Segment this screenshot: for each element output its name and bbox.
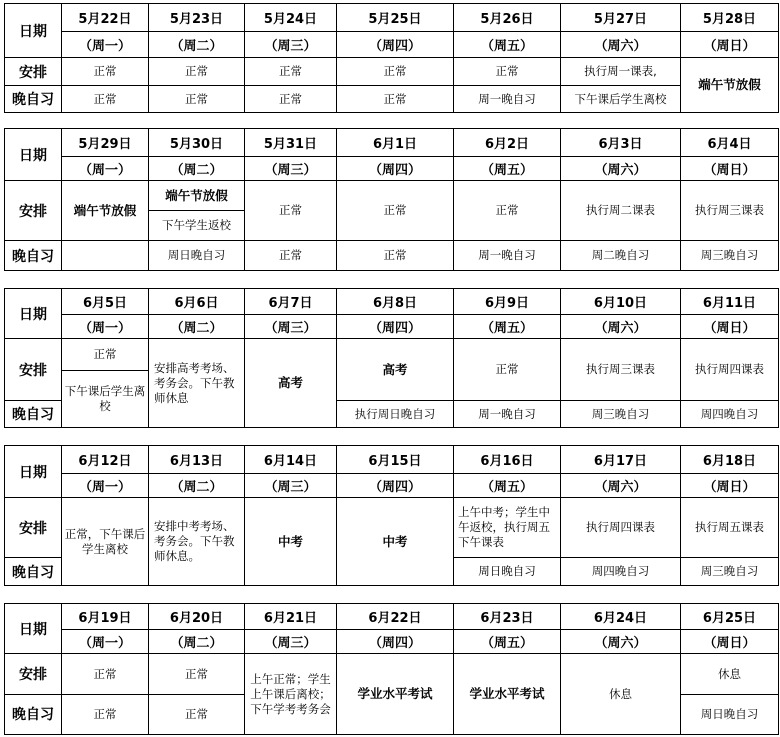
evening-cell: 正常 xyxy=(245,86,337,113)
arrange-cell: 正常 xyxy=(337,181,454,241)
date-cell: 6月6日 xyxy=(149,289,245,315)
date-cell: 6月22日 xyxy=(337,604,454,630)
arrange-label: 安排 xyxy=(5,181,62,241)
arrange-cell: 正常 xyxy=(454,58,561,86)
date-cell: 6月18日 xyxy=(681,446,779,474)
weekday-cell: （周六） xyxy=(561,630,681,654)
evening-cell xyxy=(62,241,149,271)
date-cell: 5月25日 xyxy=(337,4,454,32)
arrange-cell: 上午中考；学生中午返校，执行周五下午课表 xyxy=(454,498,561,558)
date-cell: 6月5日 xyxy=(62,289,149,315)
evening-cell: 正常 xyxy=(149,86,245,113)
weekday-cell: （周四） xyxy=(337,630,454,654)
date-cell: 5月23日 xyxy=(149,4,245,32)
date-cell: 6月25日 xyxy=(681,604,779,630)
date-cell: 5月24日 xyxy=(245,4,337,32)
exam-cell: 高考 xyxy=(337,339,454,401)
evening-cell: 周一晚自习 xyxy=(454,241,561,271)
arrange-cell: 执行周四课表 xyxy=(681,339,779,401)
arrange-label: 安排 xyxy=(5,339,62,401)
date-cell: 6月20日 xyxy=(149,604,245,630)
arrange-cell: 正常 xyxy=(337,58,454,86)
exam-cell: 高考 xyxy=(245,339,337,428)
evening-label: 晚自习 xyxy=(5,401,62,428)
weekday-cell: （周三） xyxy=(245,32,337,58)
week-table-2 xyxy=(4,128,779,271)
arrange-cell: 正常 xyxy=(245,58,337,86)
evening-cell: 正常 xyxy=(337,86,454,113)
weekday-cell: （周二） xyxy=(149,474,245,498)
date-cell: 6月4日 xyxy=(681,129,779,157)
week-table-1 xyxy=(4,3,779,113)
weekday-cell: （周四） xyxy=(337,157,454,181)
weekday-cell: （周三） xyxy=(245,474,337,498)
date-cell: 6月21日 xyxy=(245,604,337,630)
arrange-cell: 上午正常；学生上午课后离校；下午学考考务会 xyxy=(245,654,337,735)
arrange-cell: 正常 xyxy=(454,181,561,241)
evening-label: 晚自习 xyxy=(5,694,62,734)
weekday-cell: （周四） xyxy=(337,474,454,498)
evening-cell: 正常 xyxy=(62,694,149,734)
weekday-cell: （周一） xyxy=(62,157,149,181)
date-cell: 6月10日 xyxy=(561,289,681,315)
arrange-cell: 下午课后学生离校 xyxy=(62,371,149,428)
weekday-cell: （周三） xyxy=(245,157,337,181)
date-cell: 5月26日 xyxy=(454,4,561,32)
date-cell: 6月15日 xyxy=(337,446,454,474)
evening-label: 晚自习 xyxy=(5,241,62,271)
arrange-cell: 正常，下午课后学生离校 xyxy=(62,498,149,586)
evening-cell: 周日晚自习 xyxy=(149,241,245,271)
arrange-cell: 安排高考考场、 考务会。下午教师休息 xyxy=(149,339,245,428)
evening-cell: 周日晚自习 xyxy=(681,694,779,734)
weekday-cell: （周一） xyxy=(62,474,149,498)
weekday-cell: （周五） xyxy=(454,157,561,181)
arrange-cell: 执行周四课表 xyxy=(561,498,681,558)
weekday-cell: （周一） xyxy=(62,32,149,58)
exam-cell: 中考 xyxy=(245,498,337,586)
date-cell: 5月29日 xyxy=(62,129,149,157)
evening-cell: 周一晚自习 xyxy=(454,401,561,428)
week-table-3 xyxy=(4,288,779,428)
date-cell: 6月8日 xyxy=(337,289,454,315)
weekday-cell: （周二） xyxy=(149,32,245,58)
holiday-cell: 端午节放假 xyxy=(149,181,245,211)
weekday-cell: （周二） xyxy=(149,315,245,339)
evening-cell: 周四晚自习 xyxy=(561,558,681,586)
date-cell: 6月1日 xyxy=(337,129,454,157)
arrange-cell: 执行周五课表 xyxy=(681,498,779,558)
date-label: 日期 xyxy=(5,4,62,58)
weekday-cell: （周四） xyxy=(337,32,454,58)
date-label: 日期 xyxy=(5,446,62,498)
date-cell: 6月16日 xyxy=(454,446,561,474)
holiday-cell: 端午节放假 xyxy=(681,58,779,113)
arrange-cell: 下午学生返校 xyxy=(149,211,245,241)
weekday-cell: （周二） xyxy=(149,157,245,181)
date-cell: 6月13日 xyxy=(149,446,245,474)
evening-cell: 周二晚自习 xyxy=(561,241,681,271)
arrange-cell: 正常 xyxy=(62,339,149,371)
weekday-cell: （周日） xyxy=(681,157,779,181)
evening-cell: 正常 xyxy=(245,241,337,271)
weekday-cell: （周日） xyxy=(681,315,779,339)
date-cell: 5月28日 xyxy=(681,4,779,32)
exam-cell: 中考 xyxy=(337,498,454,586)
evening-cell: 周三晚自习 xyxy=(681,558,779,586)
date-cell: 6月3日 xyxy=(561,129,681,157)
date-cell: 6月11日 xyxy=(681,289,779,315)
weekday-cell: （周四） xyxy=(337,315,454,339)
weekday-cell: （周五） xyxy=(454,474,561,498)
weekday-cell: （周六） xyxy=(561,157,681,181)
weekday-cell: （周一） xyxy=(62,630,149,654)
rest-cell: 休息 xyxy=(681,654,779,694)
arrange-label: 安排 xyxy=(5,58,62,86)
date-cell: 6月24日 xyxy=(561,604,681,630)
evening-cell: 正常 xyxy=(337,241,454,271)
arrange-cell: 安排中考考场、考务会。下午教师休息。 xyxy=(149,498,245,586)
rest-cell: 休息 xyxy=(561,654,681,735)
evening-cell: 周四晚自习 xyxy=(681,401,779,428)
weekday-cell: （周五） xyxy=(454,32,561,58)
week-table-5 xyxy=(4,603,779,735)
evening-cell: 周三晚自习 xyxy=(681,241,779,271)
arrange-cell: 正常 xyxy=(149,58,245,86)
date-cell: 6月23日 xyxy=(454,604,561,630)
weekday-cell: （周日） xyxy=(681,32,779,58)
weekday-cell: （周三） xyxy=(245,315,337,339)
evening-label: 晚自习 xyxy=(5,558,62,586)
week-table-4 xyxy=(4,445,779,586)
weekday-cell: （周五） xyxy=(454,315,561,339)
arrange-cell: 正常 xyxy=(454,339,561,401)
date-cell: 6月14日 xyxy=(245,446,337,474)
date-cell: 5月27日 xyxy=(561,4,681,32)
evening-cell: 正常 xyxy=(149,694,245,734)
arrange-cell: 执行周二课表 xyxy=(561,181,681,241)
date-cell: 6月7日 xyxy=(245,289,337,315)
arrange-label: 安排 xyxy=(5,654,62,694)
date-cell: 6月17日 xyxy=(561,446,681,474)
weekday-cell: （周日） xyxy=(681,474,779,498)
exam-cell: 学业水平考试 xyxy=(454,654,561,735)
date-label: 日期 xyxy=(5,604,62,654)
date-label: 日期 xyxy=(5,129,62,181)
evening-cell: 执行周日晚自习 xyxy=(337,401,454,428)
evening-cell: 下午课后学生离校 xyxy=(561,86,681,113)
weekday-cell: （周一） xyxy=(62,315,149,339)
arrange-cell: 正常 xyxy=(62,654,149,694)
arrange-label: 安排 xyxy=(5,498,62,558)
arrange-cell: 执行周一课表, xyxy=(561,58,681,86)
date-cell: 6月2日 xyxy=(454,129,561,157)
arrange-cell: 正常 xyxy=(149,654,245,694)
arrange-cell: 执行周三课表 xyxy=(561,339,681,401)
date-cell: 5月22日 xyxy=(62,4,149,32)
weekday-cell: （周五） xyxy=(454,630,561,654)
date-cell: 6月12日 xyxy=(62,446,149,474)
weekday-cell: （周三） xyxy=(245,630,337,654)
weekday-cell: （周六） xyxy=(561,474,681,498)
arrange-cell: 执行周三课表 xyxy=(681,181,779,241)
evening-cell: 周一晚自习 xyxy=(454,86,561,113)
evening-cell: 周日晚自习 xyxy=(454,558,561,586)
evening-label: 晚自习 xyxy=(5,86,62,113)
weekday-cell: （周六） xyxy=(561,315,681,339)
weekday-cell: （周六） xyxy=(561,32,681,58)
weekday-cell: （周二） xyxy=(149,630,245,654)
arrange-cell: 正常 xyxy=(245,181,337,241)
holiday-cell: 端午节放假 xyxy=(62,181,149,241)
date-label: 日期 xyxy=(5,289,62,339)
date-cell: 6月19日 xyxy=(62,604,149,630)
date-cell: 5月30日 xyxy=(149,129,245,157)
weekday-cell: （周日） xyxy=(681,630,779,654)
arrange-cell: 正常 xyxy=(62,58,149,86)
evening-cell: 正常 xyxy=(62,86,149,113)
exam-cell: 学业水平考试 xyxy=(337,654,454,735)
evening-cell: 周三晚自习 xyxy=(561,401,681,428)
date-cell: 6月9日 xyxy=(454,289,561,315)
date-cell: 5月31日 xyxy=(245,129,337,157)
